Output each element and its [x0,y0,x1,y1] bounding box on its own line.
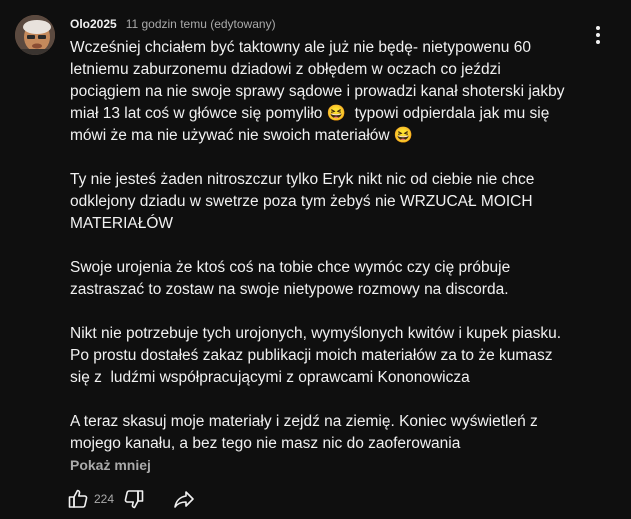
author-name[interactable]: Olo2025 [70,17,117,31]
comment-actions [64,485,198,513]
comment-body [70,37,570,455]
avatar-image [15,15,55,55]
like-button[interactable] [64,485,92,513]
show-less-button[interactable]: Pokaż mniej [70,457,151,473]
comment-timestamp[interactable]: 11 godzin temu (edytowany) [125,17,276,31]
dislike-button[interactable] [120,485,148,513]
thumb-up-icon [66,487,90,511]
comment-paragraph: Wcześniej chciałem być taktowny ale już nie będę- nietypowenu 60 letniemu zaburzonemu dziadowi z obłędem w oczach co jeździ pociągiem na nie swoje sprawy sądowe i prowadzi kanał shoterski jakby miał 13 lat coś w główce się pomyliło 😆 typowi odpierdala jak mu się mówi że ma nie używać nie swoich materiałów 😆 [70,39,569,144]
share-icon [172,487,196,511]
comment-paragraph: A teraz skasuj moje materiały i zejdź na ziemię. Koniec wyświetleń z mojego kanału, a bez tego nie masz nic do zaoferowania [70,413,543,452]
comment-paragraph: Nikt nie potrzebuje tych urojonych, wymyślonych kwitów i kupek piasku. Po prostu dostałeś zakaz publikacji moich materiałów za to że kumasz się z ludźmi współpracującymi z oprawcami Kononowicza [70,325,566,386]
share-button[interactable] [170,485,198,513]
more-vert-icon[interactable] [586,23,610,47]
comment-paragraph: Ty nie jesteś żaden nitroszczur tylko Eryk nikt nic od ciebie nie chce odklejony dziadu w swetrze poza tym żebyś nie WRZUCAŁ MOICH MATERIAŁÓW [70,171,539,232]
like-count: 224 [94,492,115,506]
comment-paragraph: Swoje urojenia że ktoś coś na tobie chce wymóc czy cię próbuje zastraszać to zostaw na swoje nietypowe rozmowy na discorda. [70,259,515,298]
thumb-down-icon [122,487,146,511]
comment-header [70,16,276,32]
avatar[interactable] [15,15,55,55]
